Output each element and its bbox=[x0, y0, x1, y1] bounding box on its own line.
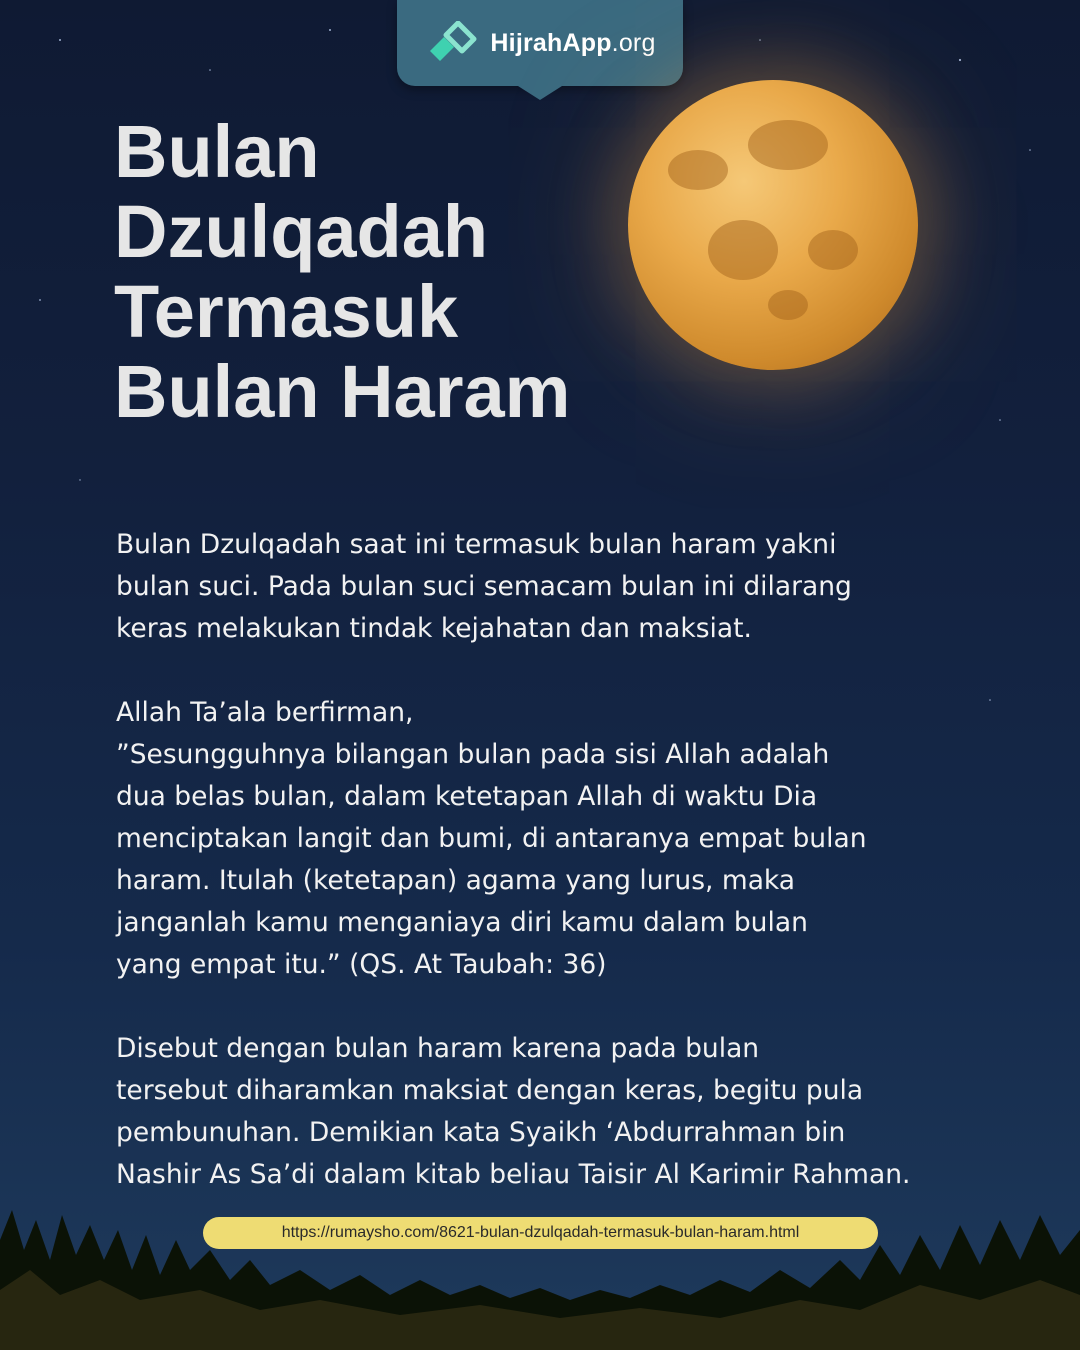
brand-badge[interactable] bbox=[397, 0, 683, 86]
body-text bbox=[116, 524, 1016, 1238]
paragraph-intro: Bulan Dzulqadah saat ini termasuk bulan haram yakni bulan suci. Pada bulan suci semacam bulan ini dilarang keras melakukan tindak kejahatan dan maksiat. bbox=[116, 529, 852, 644]
source-url-link[interactable]: https://rumaysho.com/8621-bulan-dzulqadah-termasuk-bulan-haram.html bbox=[203, 1217, 878, 1249]
paragraph-explanation: Disebut dengan bulan haram karena pada bulan tersebut diharamkan maksiat dengan keras, begitu pula pembunuhan. Demikian kata Syaikh ‘Abdurrahman bin Nashir As Sa’di dalam kitab beliau Taisir Al Karimir Rahman. bbox=[116, 1033, 911, 1190]
hijrahapp-logo-icon bbox=[424, 21, 480, 65]
paragraph-quran-quote: Allah Ta’ala berfirman, ”Sesungguhnya bilangan bulan pada sisi Allah adalah dua belas bulan, dalam ketetapan Allah di waktu Dia menciptakan langit dan bumi, di antaranya empat bulan haram. Itulah (ketetapan) agama yang lurus, maka janganlah kamu menganiaya diri kamu dalam bulan yang empat itu.” (QS. At Taubah: 36) bbox=[116, 697, 867, 980]
page-title: Bulan Dzulqadah Termasuk Bulan Haram bbox=[114, 110, 571, 433]
brand-name: HijrahApp.org bbox=[490, 28, 656, 57]
